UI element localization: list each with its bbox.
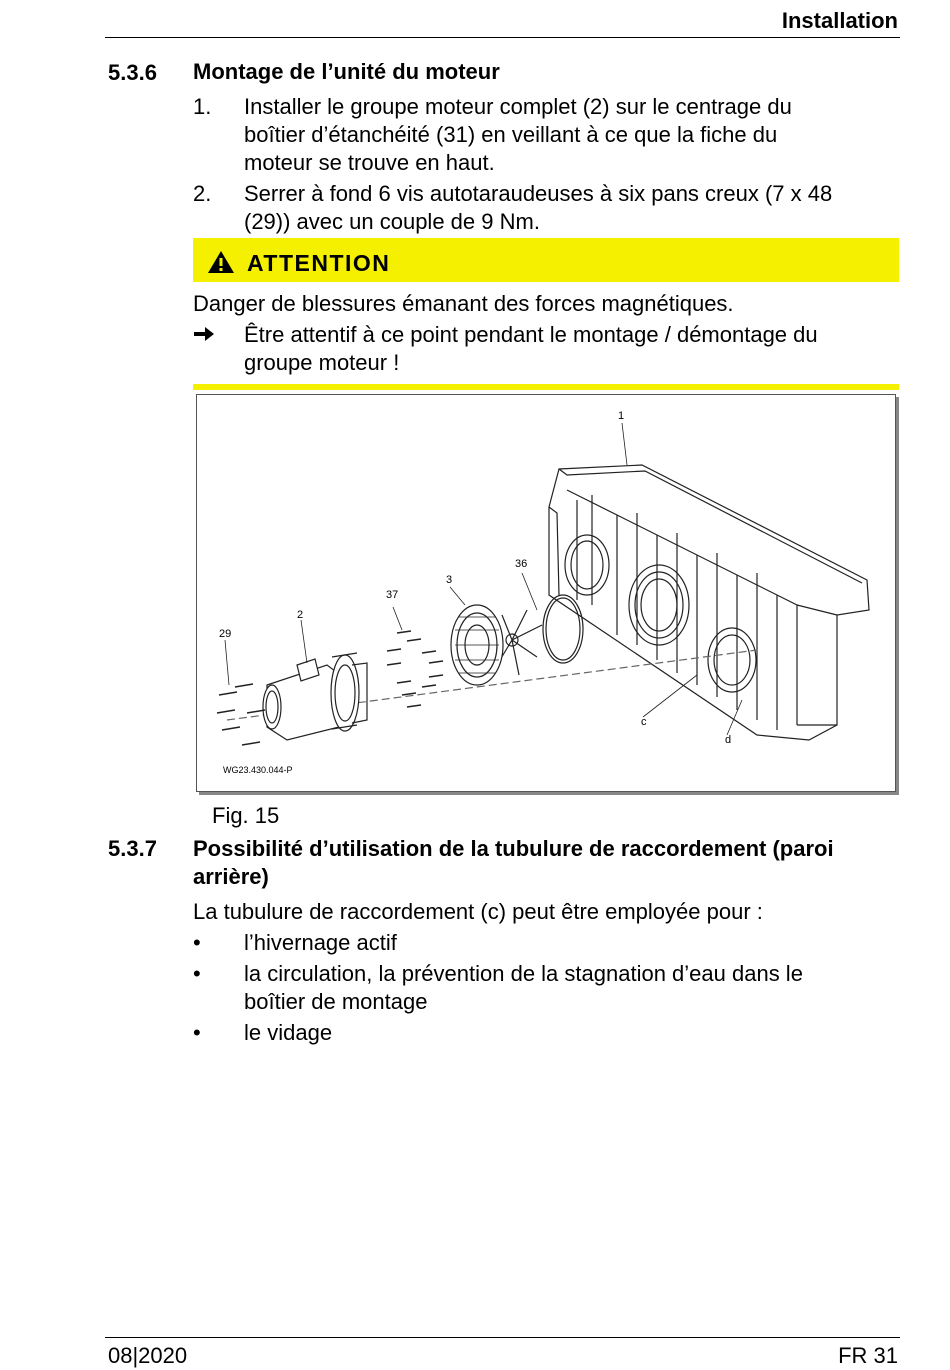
step-text [244, 180, 894, 236]
figure-frame [196, 394, 896, 792]
step-line: boîtier d’étanchéité (31) en veillant à ce que la fiche du [244, 122, 778, 147]
section-intro: La tubulure de raccordement (c) peut être employée pour : [193, 899, 763, 924]
step-number: 2. [193, 181, 212, 206]
action-line: groupe moteur ! [244, 350, 400, 375]
bullet-line: le vidage [244, 1020, 333, 1045]
callout-3: 3 [446, 574, 453, 586]
bullet-dot: • [193, 1020, 201, 1045]
footer-date: 08|2020 [108, 1343, 188, 1368]
footer-rule [105, 1337, 900, 1338]
step-line: Installer le groupe moteur complet (2) sur le centrage du [244, 94, 792, 119]
section-title-line: Possibilité d’utilisation de la tubulure de raccordement (paroi [193, 836, 834, 861]
bullet-line: boîtier de montage [244, 989, 428, 1014]
step-line: (29)) avec un couple de 9 Nm. [244, 209, 540, 234]
section-number: 5.3.6 [108, 60, 157, 85]
arrow-right-icon [193, 326, 215, 342]
bullet-item [244, 1019, 894, 1047]
bullet-item [244, 929, 894, 957]
bullet-item [244, 960, 894, 1016]
callout-1: 1 [618, 410, 625, 422]
bullet-dot: • [193, 930, 201, 955]
figure-ref-code: WG23.430.044-P [223, 765, 293, 775]
attention-end-line [193, 384, 899, 390]
callout-29: 29 [219, 628, 232, 640]
footer-page-number: FR 31 [838, 1343, 898, 1368]
section-title-line: arrière) [193, 864, 269, 889]
running-header-title: Installation [781, 8, 898, 33]
exploded-view-drawing [197, 395, 895, 791]
figure-caption: Fig. 15 [212, 803, 280, 828]
header-rule [105, 37, 900, 38]
warning-triangle-icon [207, 250, 235, 274]
bullet-line: la circulation, la prévention de la stagnation d’eau dans le [244, 961, 803, 986]
section-number: 5.3.7 [108, 836, 157, 861]
step-line: Serrer à fond 6 vis autotaraudeuses à six pans creux (7 x 48 [244, 181, 833, 206]
callout-36: 36 [515, 558, 528, 570]
callout-37: 37 [386, 589, 399, 601]
callout-d: d [725, 734, 732, 746]
attention-action [244, 321, 894, 377]
callout-c: c [641, 716, 647, 728]
step-text [244, 93, 894, 177]
bullet-line: l’hivernage actif [244, 930, 397, 955]
attention-label: ATTENTION [247, 250, 391, 276]
attention-text: Danger de blessures émanant des forces magnétiques. [193, 291, 734, 316]
section-title: Montage de l’unité du moteur [193, 59, 500, 84]
callout-2: 2 [297, 609, 304, 621]
step-number: 1. [193, 94, 212, 119]
step-line: moteur se trouve en haut. [244, 150, 495, 175]
section-title [193, 835, 898, 891]
action-line: Être attentif à ce point pendant le montage / démontage du [244, 322, 818, 347]
bullet-dot: • [193, 961, 201, 986]
